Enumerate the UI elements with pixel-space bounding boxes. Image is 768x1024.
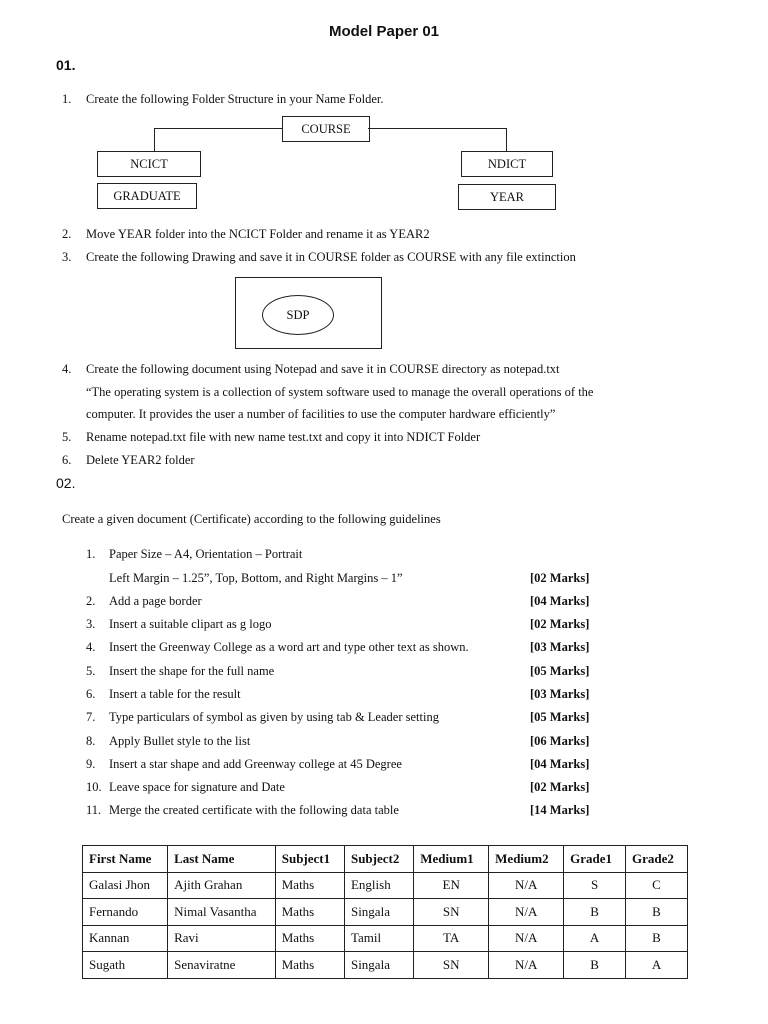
question-1-number: 01.	[56, 57, 76, 73]
guideline-6-num: 6.	[86, 687, 96, 701]
folder-course	[282, 116, 370, 142]
table-row	[83, 925, 688, 952]
cell-first-name: Sugath	[83, 952, 168, 979]
question-2-number: 02.	[56, 475, 76, 491]
guideline-1-num: 1.	[86, 547, 96, 561]
guideline-9-text: Insert a star shape and add Greenway college at 45 Degree	[109, 757, 402, 771]
header-subject1: Subject1	[275, 846, 344, 873]
guideline-11-text: Merge the created certificate with the following data table	[109, 803, 399, 817]
guideline-5-text: Insert the shape for the full name	[109, 664, 275, 678]
folder-ndict	[461, 151, 553, 177]
guideline-6-marks: [03 Marks]	[530, 687, 590, 701]
header-medium1: Medium1	[414, 846, 489, 873]
guideline-5-num: 5.	[86, 664, 96, 678]
guideline-9-marks: [04 Marks]	[530, 757, 590, 771]
q1-item-4-text: Create the following document using Notepad and save it in COURSE directory as notepad.txt	[86, 362, 560, 376]
cell-grade2: B	[626, 899, 688, 926]
guideline-2-text: Add a page border	[109, 594, 202, 608]
guideline-1-text: Paper Size – A4, Orientation – Portrait	[109, 547, 303, 561]
table-row	[83, 899, 688, 926]
guideline-8-num: 8.	[86, 734, 96, 748]
cell-subject1: Maths	[275, 952, 344, 979]
data-table	[82, 845, 688, 979]
cell-subject2: Tamil	[344, 925, 413, 952]
q1-item-6-text: Delete YEAR2 folder	[86, 453, 195, 467]
table-row	[83, 872, 688, 899]
q1-item-2-text: Move YEAR folder into the NCICT Folder and rename it as YEAR2	[86, 227, 430, 241]
cell-grade2: C	[626, 872, 688, 899]
guideline-2-num: 2.	[86, 594, 96, 608]
q2-intro: Create a given document (Certificate) according to the following guidelines	[62, 512, 441, 526]
cell-medium1: TA	[414, 925, 489, 952]
q1-item-1-text: Create the following Folder Structure in your Name Folder.	[86, 92, 384, 106]
cell-grade1: B	[564, 952, 626, 979]
guideline-10-num: 10.	[86, 780, 102, 794]
guideline-4-text: Insert the Greenway College as a word art and type other text as shown.	[109, 640, 469, 654]
q1-item-4-quote-line-1: “The operating system is a collection of system software used to manage the overall operations of the	[86, 385, 594, 399]
guideline-7-num: 7.	[86, 710, 96, 724]
cell-subject2: Singala	[344, 899, 413, 926]
connector-line	[154, 128, 282, 129]
guideline-1-marks: [02 Marks]	[530, 571, 590, 585]
guideline-3-num: 3.	[86, 617, 96, 631]
guideline-1-margins: Left Margin – 1.25”, Top, Bottom, and Right Margins – 1”	[109, 571, 403, 585]
cell-subject1: Maths	[275, 872, 344, 899]
guideline-2-marks: [04 Marks]	[530, 594, 590, 608]
q1-item-1-num: 1.	[62, 92, 72, 106]
guideline-10-text: Leave space for signature and Date	[109, 780, 285, 794]
cell-last-name: Ravi	[168, 925, 276, 952]
cell-medium2: N/A	[489, 899, 564, 926]
header-last-name: Last Name	[168, 846, 276, 873]
folder-year	[458, 184, 556, 210]
cell-medium1: SN	[414, 899, 489, 926]
folder-ncict	[97, 151, 201, 177]
page-title: Model Paper 01	[328, 23, 440, 40]
guideline-11-marks: [14 Marks]	[530, 803, 590, 817]
header-subject2: Subject2	[344, 846, 413, 873]
sdp-label: SDP	[286, 307, 310, 322]
cell-grade1: S	[564, 872, 626, 899]
drawing-frame	[235, 277, 382, 349]
cell-medium2: N/A	[489, 952, 564, 979]
cell-last-name: Nimal Vasantha	[168, 899, 276, 926]
cell-first-name: Galasi Jhon	[83, 872, 168, 899]
cell-subject1: Maths	[275, 899, 344, 926]
folder-year-label: YEAR	[489, 189, 525, 204]
folder-graduate-label: GRADUATE	[113, 188, 181, 203]
header-medium2: Medium2	[489, 846, 564, 873]
guideline-8-marks: [06 Marks]	[530, 734, 590, 748]
guideline-4-marks: [03 Marks]	[530, 640, 590, 654]
folder-ndict-label: NDICT	[487, 156, 527, 171]
q1-item-4-num: 4.	[62, 362, 72, 376]
cell-grade2: A	[626, 952, 688, 979]
cell-last-name: Ajith Grahan	[168, 872, 276, 899]
connector-line	[506, 128, 507, 151]
table-header-row	[83, 846, 688, 873]
header-grade1: Grade1	[564, 846, 626, 873]
cell-medium2: N/A	[489, 872, 564, 899]
q1-item-3-num: 3.	[62, 250, 72, 264]
cell-grade1: A	[564, 925, 626, 952]
cell-first-name: Kannan	[83, 925, 168, 952]
cell-grade2: B	[626, 925, 688, 952]
connector-line	[154, 128, 155, 151]
folder-ncict-label: NCICT	[130, 156, 168, 171]
q1-item-2-num: 2.	[62, 227, 72, 241]
cell-first-name: Fernando	[83, 899, 168, 926]
connector-line	[368, 128, 506, 129]
sdp-ellipse	[262, 295, 334, 335]
guideline-3-text: Insert a suitable clipart as g logo	[109, 617, 272, 631]
cell-subject2: English	[344, 872, 413, 899]
cell-medium1: EN	[414, 872, 489, 899]
guideline-4-num: 4.	[86, 640, 96, 654]
q1-item-4-quote-line-2: computer. It provides the user a number of facilities to use the computer hardware efficiently”	[86, 407, 556, 421]
folder-graduate	[97, 183, 197, 209]
cell-subject1: Maths	[275, 925, 344, 952]
folder-course-label: COURSE	[301, 121, 351, 136]
q1-item-6-num: 6.	[62, 453, 72, 467]
guideline-6-text: Insert a table for the result	[109, 687, 241, 701]
guideline-5-marks: [05 Marks]	[530, 664, 590, 678]
guideline-9-num: 9.	[86, 757, 96, 771]
guideline-10-marks: [02 Marks]	[530, 780, 590, 794]
header-grade2: Grade2	[626, 846, 688, 873]
cell-grade1: B	[564, 899, 626, 926]
cell-medium1: SN	[414, 952, 489, 979]
guideline-3-marks: [02 Marks]	[530, 617, 590, 631]
cell-subject2: Singala	[344, 952, 413, 979]
q1-item-5-num: 5.	[62, 430, 72, 444]
q1-item-3-text: Create the following Drawing and save it in COURSE folder as COURSE with any file extinction	[86, 250, 576, 264]
guideline-11-num: 11.	[86, 803, 102, 817]
header-first-name: First Name	[83, 846, 168, 873]
guideline-7-marks: [05 Marks]	[530, 710, 590, 724]
cell-medium2: N/A	[489, 925, 564, 952]
guideline-8-text: Apply Bullet style to the list	[109, 734, 251, 748]
table-row	[83, 952, 688, 979]
q1-item-5-text: Rename notepad.txt file with new name test.txt and copy it into NDICT Folder	[86, 430, 481, 444]
cell-last-name: Senaviratne	[168, 952, 276, 979]
guideline-7-text: Type particulars of symbol as given by using tab & Leader setting	[109, 710, 439, 724]
